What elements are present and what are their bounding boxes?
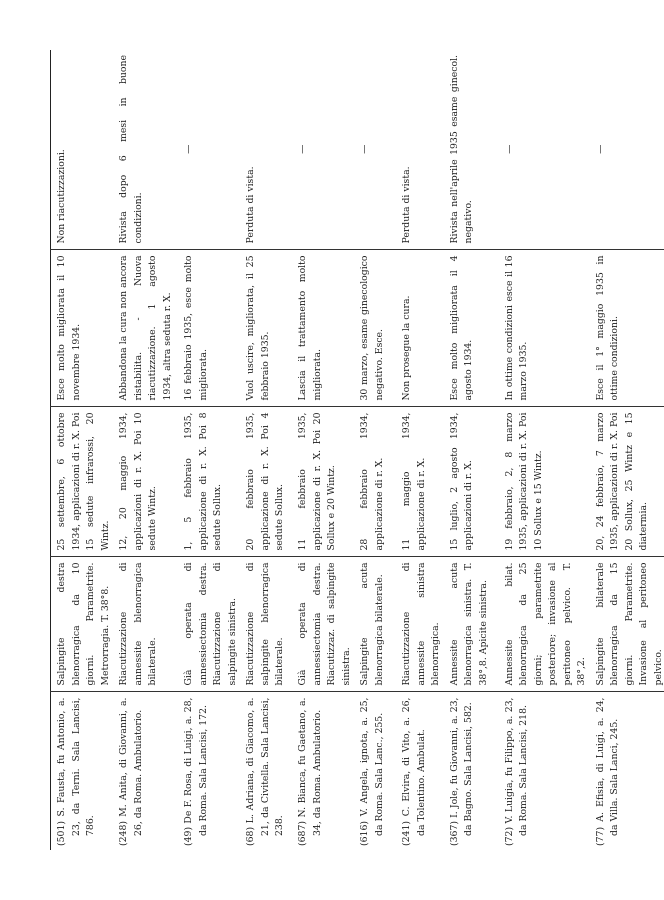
table-row xyxy=(590,50,664,850)
patient-cell: (501) S. Fausta, fu Antonio, a. 23, da Terni. Sala Lancisi, 786. xyxy=(51,692,114,850)
outcome-cell: Vuol uscire, migliorata, il 25 febbraio 1935. xyxy=(240,250,292,407)
patient-cell: (72) V. Luigia, fu Filippo, a. 23, da Roma. Sala Lancisi, 218. xyxy=(499,692,590,850)
patient-cell: (367) I. Jole, fu Giovanni, a. 23, da Bagno. Sala Lancisi, 582. xyxy=(444,692,499,850)
table-row xyxy=(178,50,240,850)
patient-cell: (77) A. Efisia, di Luigi, a. 24, da Villa. Sala Lanci, 245. xyxy=(590,692,664,850)
treatment-cell: 12, 20 maggio 1934, applicazioni di r. X. Poi 10 sedute Wintz. xyxy=(113,407,178,557)
table-row xyxy=(51,50,114,850)
patient-cell: (49) De F. Rosa, di Luigi, a. 28, da Roma. Sala Lancisi, 172. xyxy=(178,692,240,850)
diagnosis-cell: Già operata di annessiectomia destra. Riacutizzazione di salpingite sinistra. xyxy=(178,557,240,692)
treatment-cell: 1, 5 febbraio 1935, applicazione di r. X. Poi 8 sedute Sollux. xyxy=(178,407,240,557)
followup-cell: — xyxy=(354,50,396,250)
table-row xyxy=(444,50,499,850)
followup-cell: Non riacutizzazioni. xyxy=(51,50,114,250)
outcome-cell: 16 febbraio 1935, esce molto migliorata. xyxy=(178,250,240,407)
outcome-cell: Abbandona la cura non ancora ristabilita. - Nuova riacutizzazione. 1 agosto 1934, altra seduta r. X. xyxy=(113,250,178,407)
treatment-cell: 20, 24 febbraio, 7 marzo 1935, applicazioni di r. X. Poi 20 Sollux, 25 Wintz e 15 diatermia. xyxy=(590,407,664,557)
case-table-body xyxy=(51,50,664,850)
treatment-cell: 11 maggio 1934, applicazione di r. X. xyxy=(396,407,444,557)
table-row xyxy=(292,50,354,850)
patient-cell: (248) M. Anita, di Giovanni, a. 26, da Roma. Ambulatorio. xyxy=(113,692,178,850)
followup-cell: Perduta di vista. xyxy=(396,50,444,250)
treatment-cell: 20 febbraio 1935, applicazione di r. X. Poi 4 sedute Sollux. xyxy=(240,407,292,557)
diagnosis-cell: Annessite bilat. blenorragica da 25 giorni; parametrite posteriore; invasione al peritoneo pelvico. T. 38°,2. xyxy=(499,557,590,692)
outcome-cell: Esce molto migliorata il 4 agosto 1934. xyxy=(444,250,499,407)
treatment-cell: 19 febbraio, 2, 8 marzo 1935, applicazioni di r. X. Poi 10 Sollux e 15 Wintz. xyxy=(499,407,590,557)
followup-cell: — xyxy=(292,50,354,250)
followup-cell: Perduta di vista. xyxy=(240,50,292,250)
diagnosis-cell: Già operata di annessiectomia destra. Riacutizzaz. di salpingite sinistra. xyxy=(292,557,354,692)
followup-cell: — xyxy=(590,50,664,250)
diagnosis-cell: Riacutizzazione di salpingite blenorragica bilaterale. xyxy=(240,557,292,692)
diagnosis-cell: Salpingite destra blenorragica da 10 giorni. Parametrite. Metrorragia. T. 38°8. xyxy=(51,557,114,692)
diagnosis-cell: Riacutizzazione di annessite blenorragica bilaterale. xyxy=(113,557,178,692)
table-row xyxy=(240,50,292,850)
table-row xyxy=(113,50,178,850)
table-row xyxy=(354,50,396,850)
diagnosis-cell: Riacutizzazione di annessite sinistra blenorragica. xyxy=(396,557,444,692)
treatment-cell: 15 luglio, 2 agosto 1934, applicazioni di r. X. xyxy=(444,407,499,557)
followup-cell: Rivista dopo 6 mesi in buone condizioni. xyxy=(113,50,178,250)
table-row xyxy=(499,50,590,850)
followup-cell: — xyxy=(499,50,590,250)
patient-cell: (68) L. Adriana, di Giacomo, a. 21, da Civitella. Sala Lancisi, 238. xyxy=(240,692,292,850)
outcome-cell: Esce molto migliorata il 10 novembre 1934. xyxy=(51,250,114,407)
followup-cell: — xyxy=(178,50,240,250)
outcome-cell: Non prosegue la cura. xyxy=(396,250,444,407)
diagnosis-cell: Salpingite bilaterale blenorragica da 15 giorni. Parametrite. Invasione al peritoneo pelvico. xyxy=(590,557,664,692)
outcome-cell: Esce il 1° maggio 1935 in ottime condizioni. xyxy=(590,250,664,407)
outcome-cell: Lascia il trattamento molto migliorata. xyxy=(292,250,354,407)
diagnosis-cell: Annessite acuta blenorragica sinistra. T. 38°,8. Apicite sinistra. xyxy=(444,557,499,692)
outcome-cell: 30 marzo, esame ginecologico negativo. Esce. xyxy=(354,250,396,407)
case-table xyxy=(50,50,664,850)
patient-cell: (687) N. Bianca, fu Gaetano, a. 34, da Roma. Ambulatorio. xyxy=(292,692,354,850)
treatment-cell: 28 febbraio 1934, applicazione di r. X. xyxy=(354,407,396,557)
patient-cell: (616) V. Angela, ignota, a. 25, da Roma. Sala Lanc., 255. xyxy=(354,692,396,850)
case-table-page xyxy=(50,50,664,850)
patient-cell: (241) C. Elvira, di Vito, a. 26, da Tolentino. Ambulat. xyxy=(396,692,444,850)
diagnosis-cell: Salpingite acuta blenorragica bilaterale. xyxy=(354,557,396,692)
outcome-cell: In ottime condizioni esce il 16 marzo 1935. xyxy=(499,250,590,407)
followup-cell: Rivista nell'aprile 1935 esame ginecol. negativo. xyxy=(444,50,499,250)
table-row xyxy=(396,50,444,850)
treatment-cell: 25 settembre, 6 ottobre 1934, applicazioni di r. X. Poi 15 sedute infrarossi, 20 Wintz. xyxy=(51,407,114,557)
treatment-cell: 11 febbraio 1935, applicazione di r. X. Poi 20 Sollux e 20 Wintz. xyxy=(292,407,354,557)
